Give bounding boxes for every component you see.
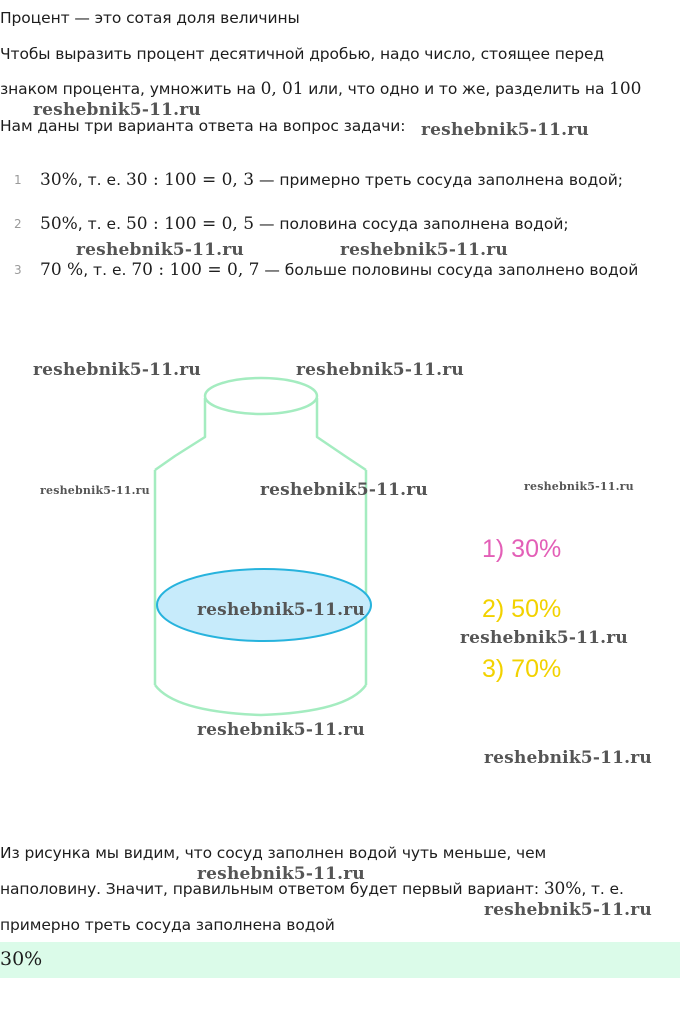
definition-heading: Процент — это сотая доля величины — [0, 9, 300, 27]
watermark: reshebnik5-11.ru — [421, 120, 589, 140]
option-expression: 30 : 100 = 0, 3 — [125, 170, 255, 190]
vessel-diagram — [0, 360, 680, 740]
watermark: reshebnik5-11.ru — [484, 900, 652, 920]
option-number: 3 — [14, 263, 22, 277]
option-description: — примерно треть сосуда заполнена водой; — [254, 171, 624, 189]
watermark: reshebnik5-11.ru — [33, 100, 201, 120]
answer-label-3: 3) 70% — [482, 655, 562, 683]
option-percent: 30% — [40, 170, 78, 190]
option-percent: 70 % — [40, 260, 84, 280]
answer-label-2: 2) 50% — [482, 595, 562, 623]
watermark: reshebnik5-11.ru — [197, 864, 365, 884]
watermark: reshebnik5-11.ru — [33, 360, 201, 380]
vessel-bottom — [155, 685, 366, 715]
options-intro: Нам даны три варианта ответа на вопрос задачи: — [0, 117, 406, 135]
watermark: reshebnik5-11.ru — [197, 600, 365, 620]
watermark: reshebnik5-11.ru — [76, 240, 244, 260]
option-mid: , т. е. — [83, 261, 132, 279]
watermark: reshebnik5-11.ru — [484, 748, 652, 768]
option-description: — половина сосуда заполнена водой; — [254, 215, 569, 233]
option-mid: , т. е. — [77, 215, 126, 233]
option-percent: 50% — [40, 214, 78, 234]
option-expression: 50 : 100 = 0, 5 — [125, 214, 255, 234]
rule-math-multiplier: 0, 01 — [260, 79, 304, 99]
vessel-neck — [155, 398, 205, 470]
option-number: 2 — [14, 217, 22, 231]
watermark: reshebnik5-11.ru — [296, 360, 464, 380]
watermark: reshebnik5-11.ru — [260, 480, 428, 500]
watermark: reshebnik5-11.ru — [197, 720, 365, 740]
final-answer-value: 30% — [0, 948, 43, 970]
option-expression: 70 : 100 = 0, 7 — [131, 260, 260, 280]
rule-line-2-prefix: знаком процента, умножить на — [0, 80, 261, 98]
rule-line-2 — [0, 79, 641, 99]
option-number: 1 — [14, 173, 22, 187]
conclusion-math-percent: 30% — [543, 879, 582, 899]
conclusion-line-2-suffix: , т. е. — [581, 880, 624, 898]
watermark: reshebnik5-11.ru — [524, 480, 634, 493]
final-answer-box — [0, 942, 680, 978]
option-content — [40, 170, 623, 190]
conclusion-line-2-prefix: наполовину. Значит, правильным ответом будет первый вариант: — [0, 880, 544, 898]
watermark: reshebnik5-11.ru — [40, 484, 150, 497]
watermark: reshebnik5-11.ru — [340, 240, 508, 260]
option-content — [40, 260, 638, 280]
answer-label-1: 1) 30% — [482, 535, 562, 563]
vessel-neck-right — [317, 398, 366, 470]
rule-math-divisor: 100 — [609, 79, 642, 99]
option-description: — больше половины сосуда заполнено водой — [259, 261, 639, 279]
vessel-mouth — [205, 378, 317, 414]
option-content — [40, 214, 569, 234]
conclusion-line-3: примерно треть сосуда заполнена водой — [0, 916, 335, 934]
rule-line-1: Чтобы выразить процент десятичной дробью, надо число, стоящее перед — [0, 45, 604, 63]
option-mid: , т. е. — [77, 171, 126, 189]
vessel-outline — [155, 378, 366, 715]
watermark: reshebnik5-11.ru — [460, 628, 628, 648]
rule-line-2-mid: или, что одно и то же, разделить на — [303, 80, 610, 98]
conclusion-line-1: Из рисунка мы видим, что сосуд заполнен водой чуть меньше, чем — [0, 844, 547, 862]
